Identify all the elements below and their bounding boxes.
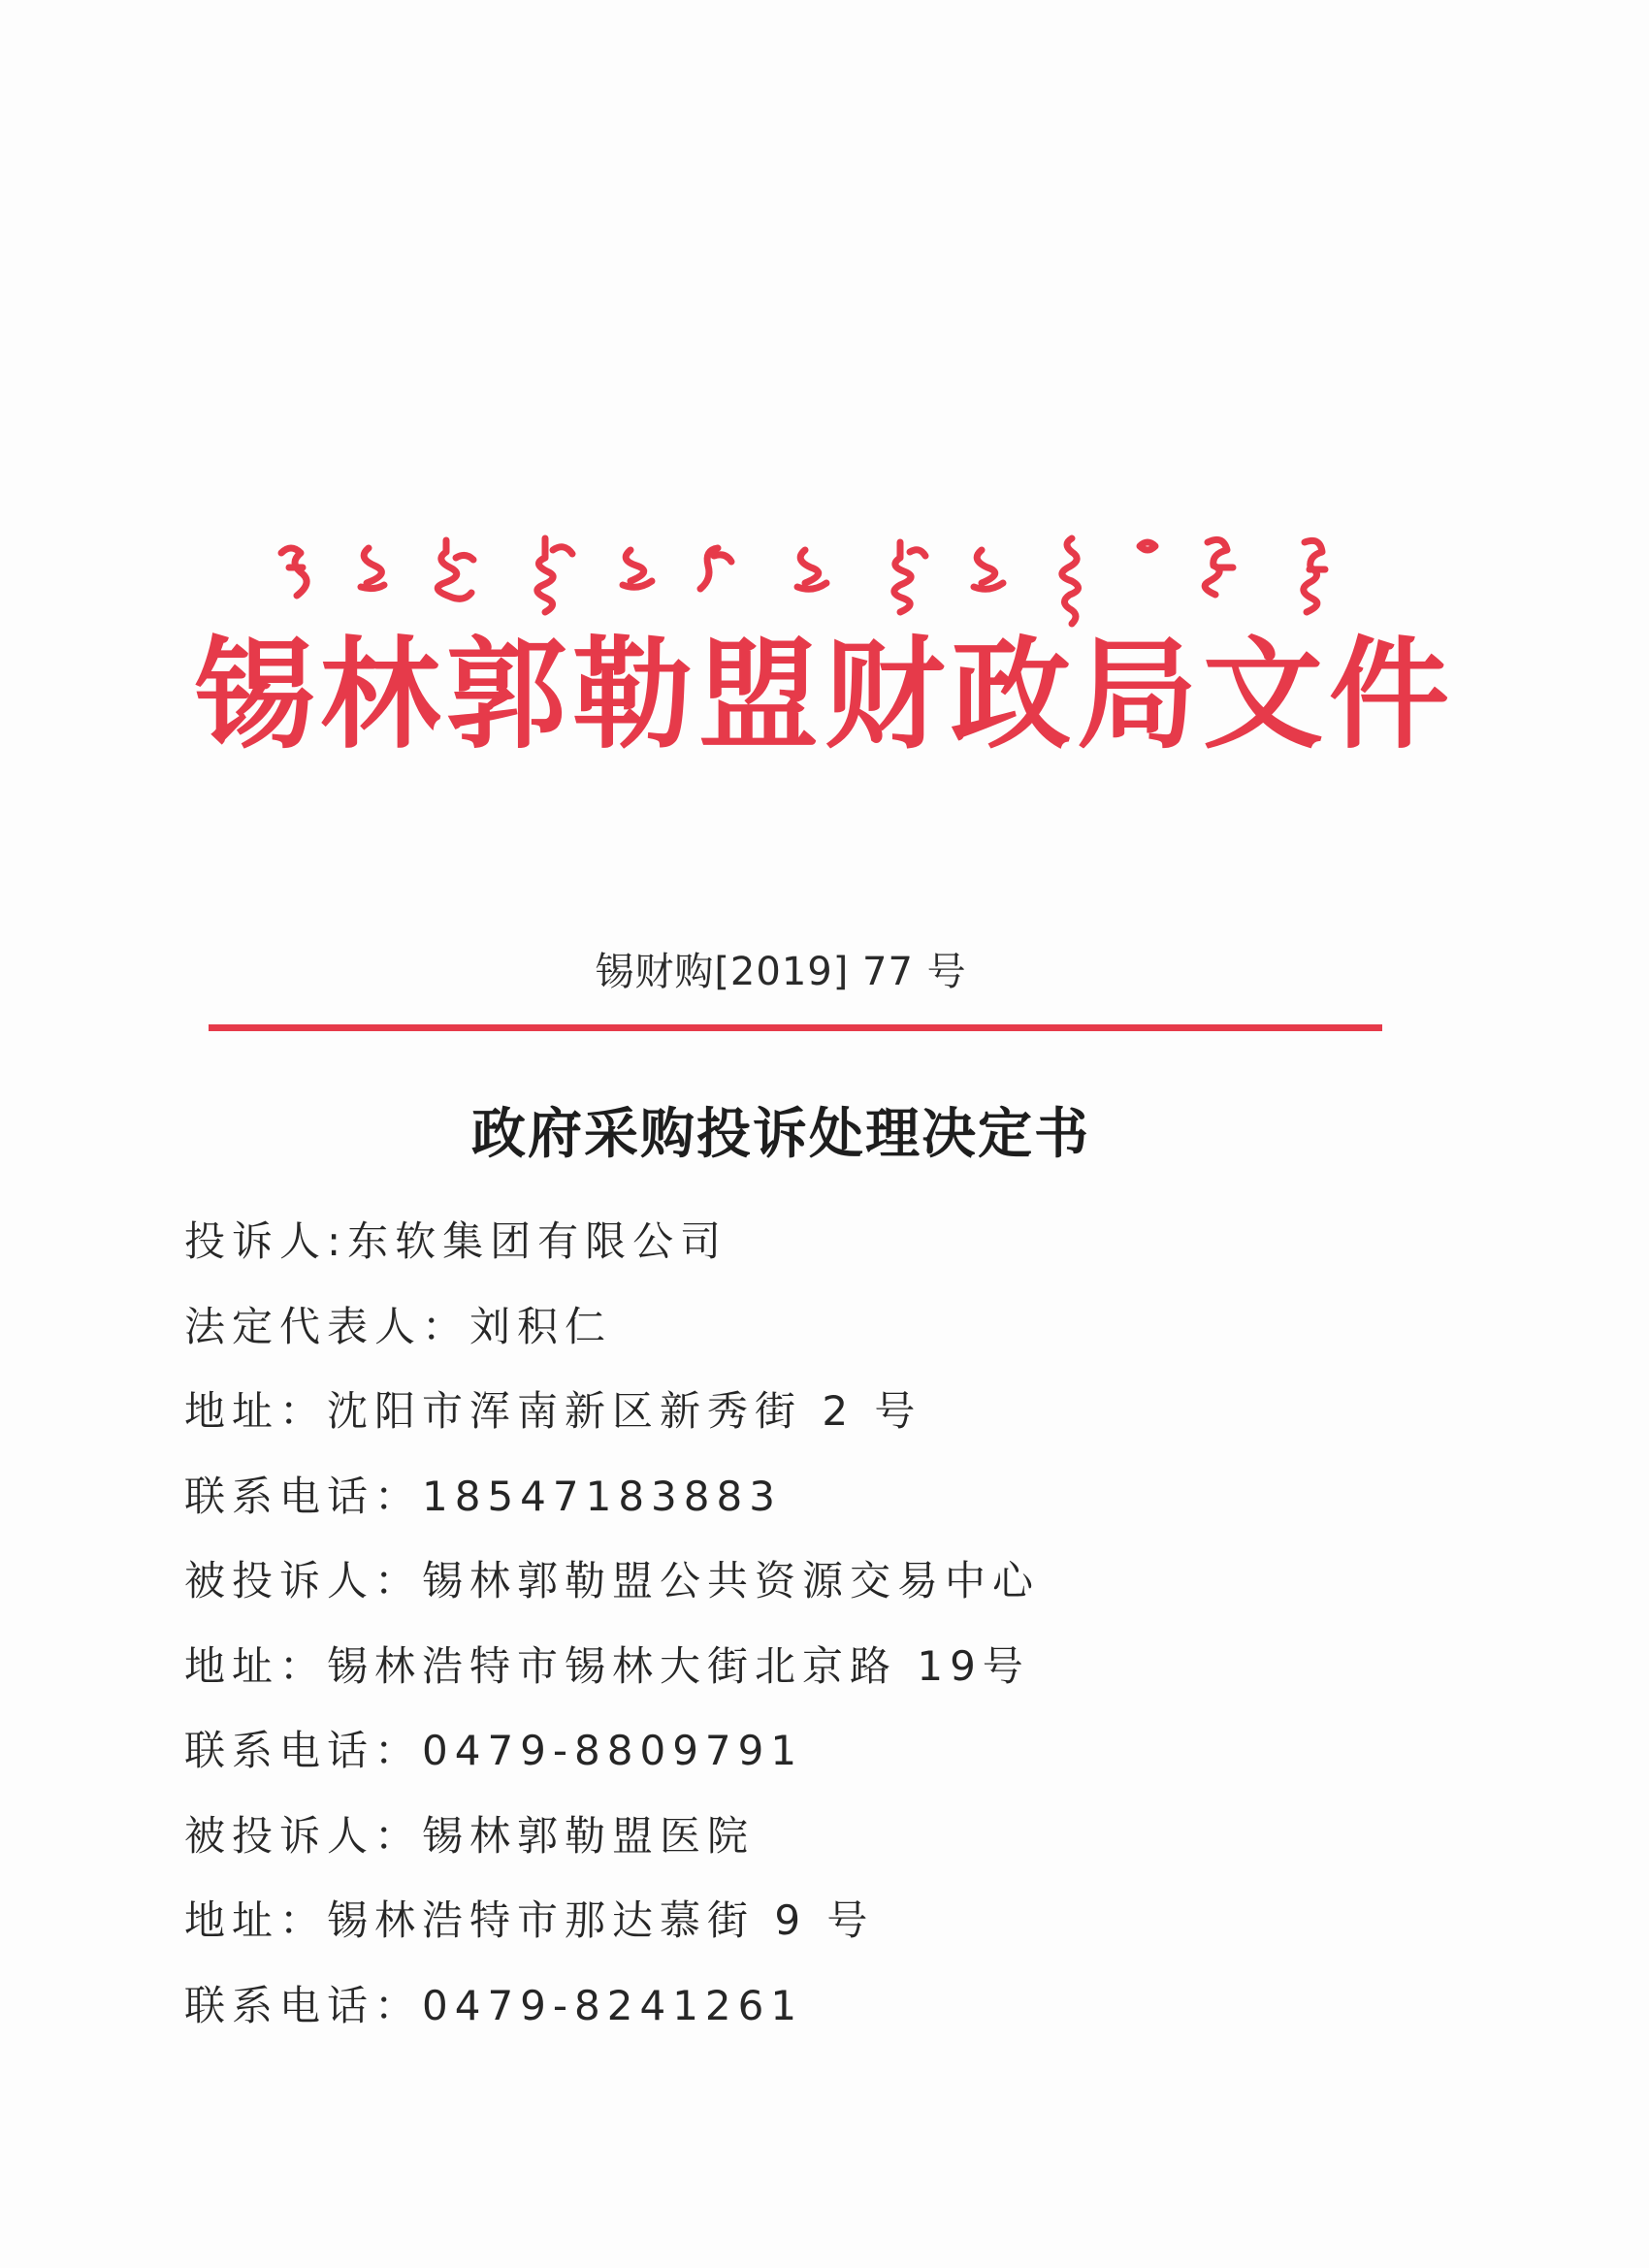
complainant-line: 投诉人:东软集团有限公司 <box>184 1217 728 1265</box>
respondent-1-line: 被投诉人：锡林郭勒盟公共资源交易中心 <box>184 1557 1041 1604</box>
red-divider-line <box>209 1024 1382 1031</box>
respondent-1-address-line: 地址：锡林浩特市锡林大街北京路 19号 <box>184 1641 1030 1690</box>
complainant-phone-line: 联系电话：18547183883 <box>184 1472 782 1520</box>
document-title: 政府采购投诉处理决定书 <box>471 1102 1090 1166</box>
respondent-2-address-line: 地址：锡林浩特市那达慕街 9 号 <box>184 1896 875 1944</box>
respondent-2-line: 被投诉人：锡林郭勒盟医院 <box>184 1811 756 1860</box>
issuing-authority-heading: 锡林郭勒盟财政局文件 <box>193 625 1455 765</box>
mongolian-script-heading-icon <box>262 529 1358 635</box>
legal-representative-line: 法定代表人：刘积仁 <box>184 1302 613 1350</box>
respondent-1-phone-line: 联系电话：0479-8809791 <box>184 1727 804 1774</box>
complainant-address-line: 地址：沈阳市浑南新区新秀街 2 号 <box>184 1387 922 1435</box>
party-details <box>184 1213 1445 2061</box>
respondent-2-phone-line: 联系电话：0479-8241261 <box>184 1981 804 2029</box>
document-number: 锡财购[2019] 77 号 <box>595 950 967 994</box>
